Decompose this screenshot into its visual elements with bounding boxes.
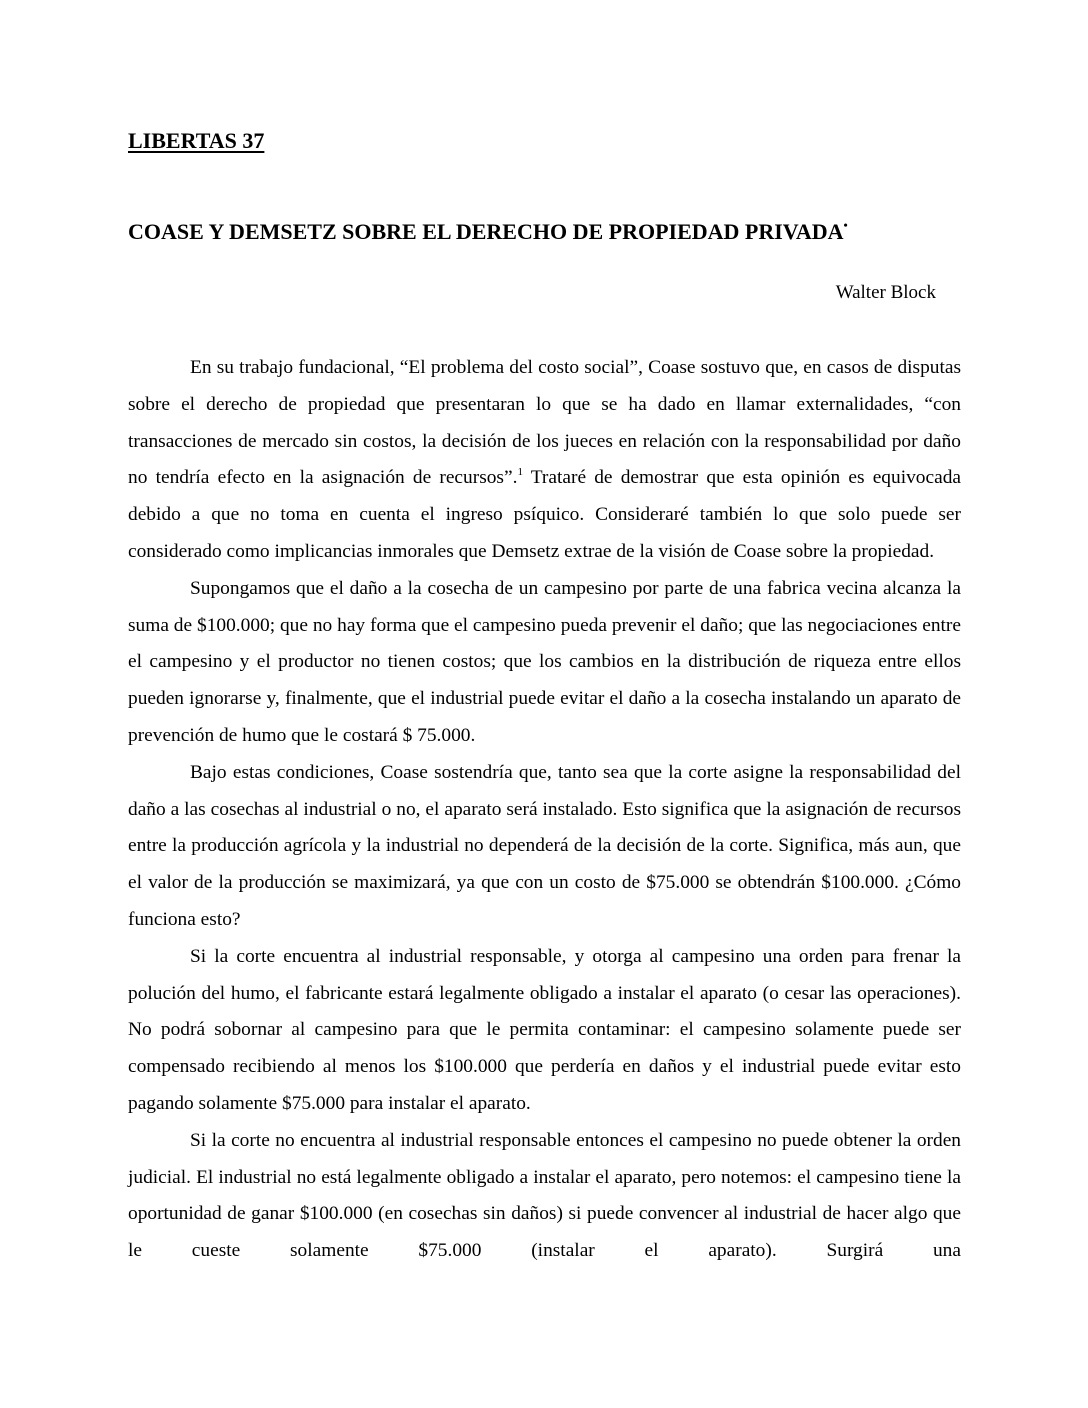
footnote-reference[interactable]: 1 [517,466,523,479]
paragraph: Supongamos que el daño a la cosecha de un campesino por parte de una fabrica vecina alcanza la suma de $100.000; que no hay forma que el campesino pueda prevenir el daño; que las negociaciones entre el campesino y el productor no tienen costos; que los cambios en la distribución de riqueza entre ellos pueden ignorarse y, finalmente, que el industrial puede evitar el daño a la cosecha instalando un aparato de prevención de humo que le costará $ 75.000. [128,577,961,746]
paragraph-text: En su trabajo fundacional, “El problema del costo social”, Coase sostuvo que, en casos de disputas sobre el derecho de propiedad que presentaran lo que se ha dado en llamar externalidades, “con transacciones de mercado sin costos, la decisión de los jueces en relación con la responsabilidad por daño no tendría efecto en la asignación de recursos”. [128,357,961,489]
series-heading: LIBERTAS 37 [128,128,265,153]
paragraph: Si la corte no encuentra al industrial responsable entonces el campesino no puede obtener la orden judicial. El industrial no está legalmente obligado a instalar el aparato, pero notemos: el campesino tiene la oportunidad de ganar $100.000 (en cosechas sin daños) si puede convencer al industrial de hacer algo que le cueste solamente $75.000 (instalar el aparato). Surgirá una [128,1129,961,1262]
article-title-text: COASE Y DEMSETZ SOBRE EL DERECHO DE PROPIEDAD PRIVADA [128,219,844,244]
paragraph: Bajo estas condiciones, Coase sostendría que, tanto sea que la corte asigne la responsabilidad del daño a las cosechas al industrial o no, el aparato será instalado. Esto significa que la asignación de recursos entre la producción agrícola y la industrial no dependerá de la decisión de la corte. Significa, más aun, que el valor de la producción se maximizará, ya que con un costo de $75.000 se obtendrán $100.000. ¿Cómo funciona esto? [128,761,961,930]
article-body [128,350,961,1270]
paragraph: Si la corte encuentra al industrial responsable, y otorga al campesino una orden para frenar la polución del humo, el fabricante estará legalmente obligado a instalar el aparato (o cesar las operaciones). No podrá sobornar al campesino para que le permita contaminar: el campesino solamente puede ser compensado recibiendo al menos los $100.000 que perdería en daños y el industrial puede evitar esto pagando solamente $75.000 para instalar el aparato. [128,945,961,1114]
article-title [128,218,848,245]
paragraph-text: Trataré de demostrar que esta opinión es equivocada debido a que no toma en cuenta el ingreso psíquico. Consideraré también lo que solo puede ser considerado como implicancias inmorales que Demsetz extrae de la visión de Coase sobre la propiedad. [128,467,961,562]
title-footnote-marker[interactable]: • [843,218,848,232]
paragraph [128,350,961,571]
author-name: Walter Block [835,282,936,303]
